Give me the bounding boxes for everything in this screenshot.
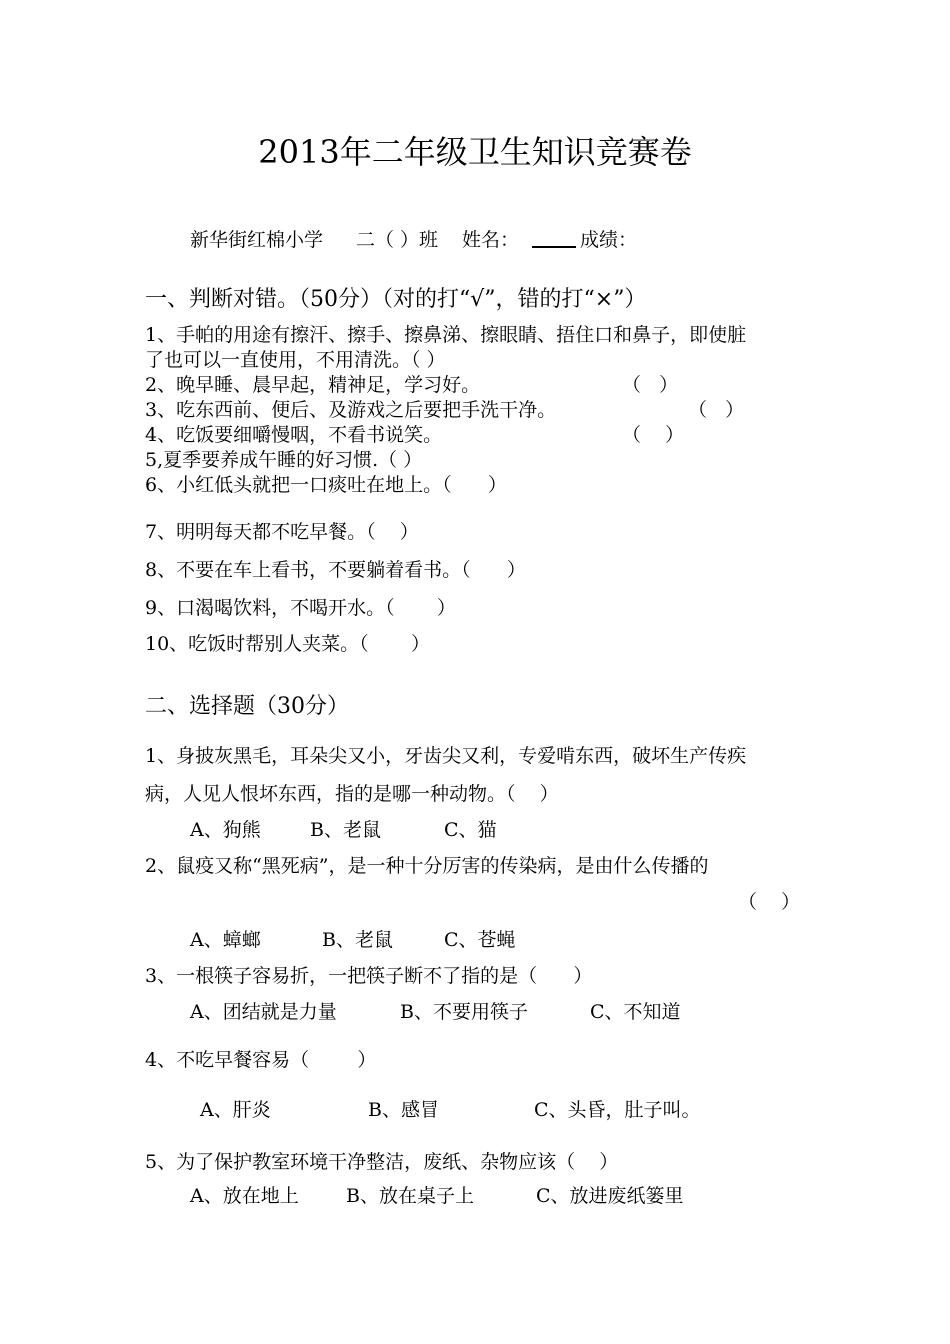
judge-item-10: 10、吃饭时帮别人夹菜。（ ） [145,633,430,655]
q3-option-b[interactable]: B、不要用筷子 [400,1001,528,1023]
judge-item-4: 4、吃饭要细嚼慢咽，不看书说笑。 [145,424,443,446]
judge-item-8: 8、不要在车上看书，不要躺着看书。（ ） [145,559,526,581]
q4-option-c[interactable]: C、头昏，肚子叫。 [534,1099,701,1121]
q3-option-c[interactable]: C、不知道 [590,1001,681,1023]
answer-paren-3[interactable]: （ ） [688,399,745,421]
page-title: 2013年二年级卫生知识竞赛卷 [258,133,692,171]
choice-q5-line1: 5、为了保护教室环境干净整洁，废纸、杂物应该（ ） [145,1151,619,1173]
judge-item-2: 2、晚早睡、晨早起，精神足，学习好。 [145,374,481,396]
choice-q3-line1: 3、一根筷子容易折，一把筷子断不了指的是（ ） [145,965,593,987]
judge-item-1a: 1、手帕的用途有擦汗、擦手、擦鼻涕、擦眼睛、捂住口和鼻子，即使脏 [145,324,747,346]
choice-q1-line2: 病，人见人恨坏东西，指的是哪一种动物。（ ） [145,783,559,805]
q1-option-a[interactable]: A、狗熊 [190,819,261,841]
q4-option-b[interactable]: B、感冒 [368,1099,439,1121]
score-label: 成绩： [580,229,638,251]
judge-item-5: 5,夏季要养成午睡的好习惯.（ ） [145,449,423,471]
q3-option-a[interactable]: A、团结就是力量 [190,1001,337,1023]
q2-option-c[interactable]: C、苍蝇 [444,929,516,951]
judge-item-1b: 了也可以一直使用，不用清洗。（ ） [145,349,446,371]
choice-q1-line1: 1、身披灰黑毛，耳朵尖又小，牙齿尖又利，专爱啃东西，破坏生产传疾 [145,745,747,767]
q1-option-b[interactable]: B、老鼠 [310,819,381,841]
section2-heading: 二、选择题（30分） [145,694,349,719]
judge-item-9: 9、口渴喝饮料，不喝开水。（ ） [145,597,456,619]
name-blank[interactable] [528,228,580,254]
judge-item-7: 7、明明每天都不吃早餐。（ ） [145,521,419,543]
choice-q2-line1: 2、鼠疫又称“黑死病”，是一种十分厉害的传染病，是由什么传播的 [145,855,709,877]
q5-option-a[interactable]: A、放在地上 [190,1185,299,1207]
name-label: 姓名： [462,229,520,251]
q4-option-a[interactable]: A、肝炎 [200,1099,271,1121]
judge-item-3: 3、吃东西前、便后、及游戏之后要把手洗干净。 [145,399,557,421]
q2-answer-paren[interactable]: （ ） [738,891,801,913]
judge-item-6: 6、小红低头就把一口痰吐在地上。（ ） [145,474,507,496]
q1-option-c[interactable]: C、猫 [444,819,497,841]
q2-option-a[interactable]: A、蟑螂 [190,929,261,951]
answer-paren-4[interactable]: （ ） [622,424,685,446]
q5-option-c[interactable]: C、放进废纸篓里 [536,1185,684,1207]
choice-q4-line1: 4、不吃早餐容易（ ） [145,1049,377,1071]
q2-option-b[interactable]: B、老鼠 [322,929,393,951]
school-name: 新华街红棉小学 [190,229,324,251]
q5-option-b[interactable]: B、放在桌子上 [346,1185,474,1207]
answer-paren-2[interactable]: （ ） [622,374,679,396]
class-label: 二（ ）班 [356,229,439,251]
section1-heading: 一、判断对错。（50分）（对的打“√”，错的打“×”） [145,287,647,312]
